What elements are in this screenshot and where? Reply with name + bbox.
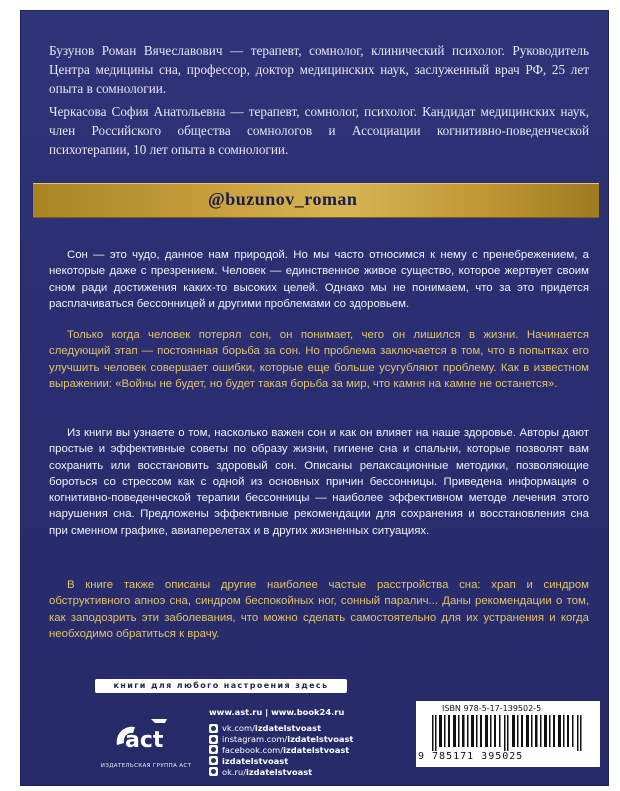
book-back-cover (20, 10, 609, 786)
svg-text:act: act (125, 728, 164, 753)
handle-band (33, 183, 599, 218)
ean-number: 9 785171 395025 (418, 751, 524, 762)
description-paragraph-1: Сон — это чудо, данное нам природой. Но мы часто относимся к нему с пренебрежением, а некоторые даже с презрением. Человек — единственное живое существо, которое жертвует своим сном ради достижения каких-то высоких целей. Однако мы не понимаем, что за это придется расплачиваться бессонницей и другими проблемами со здоровьем. (49, 249, 589, 310)
vk-icon (209, 724, 218, 733)
author-bio-buzunov: Бузунов Роман Вячеславович — терапевт, сомнолог, клинический психолог. Руководитель Центра медицины сна, профессор, доктор медицинских наук, заслуженный врач РФ, 25 лет опыта в сомнологии. (49, 43, 589, 96)
social-link-vk[interactable]: vk.com/ izdatelstvoast (209, 723, 409, 734)
social-handle: @buzunov_roman (208, 189, 358, 209)
description-paragraph-2: Только когда человек потерял сон, он понимает, чего он лишился в жизни. Начинается следующий этап — постоянная борьба за сон. Но проблема заключается в том, что в попытках его улучшить человек совершает ошибки, которые еще больше усугубляют проблему. Как в известном выражении: «Войны не будет, но будет такая борьба за мир, что камня на камне не останется». (49, 329, 589, 390)
description-paragraph-4: В книге также описаны другие наиболее частые расстройства сна: храп и синдром обструктивного апноэ сна, синдром беспокойных ног, сонный паралич... Даны рекомендации о том, как заподозрить эти заболевания, что можно сделать самостоятельно для их устранения и когда необходимо обратиться к врачу. (49, 579, 589, 640)
barcode-area (416, 701, 600, 767)
instagram-icon (209, 735, 218, 744)
social-link-telegram[interactable]: izdatelstvoast (209, 755, 409, 766)
description-paragraph-3: Из книги вы узнаете о том, насколько важен сон и как он влияет на наше здоровье. Авторы дают простые и эффективные советы по образу жизни, гигиене сна и спальни, которые позволят вам сохранить или восстановить здоровый сон. Описаны релаксационные методики, позволяющие бороться со стрессом как с одной из основных причин бессонницы. Приведена информация о когнитивно-поведенческой терапии бессонницы — наиболее эффективном методе лечения этого нарушения сна. Предложены эффективные рекомендации для сохранения и восстановления сна при сменном графике, авиаперелетах и в других жизненных ситуациях. (49, 427, 589, 537)
ok-icon (209, 767, 218, 776)
author-bio-cherkasova: Черкасова София Анатольевна — терапевт, сомнолог, психолог. Кандидат медицинских наук, член Российского общества сомнологов и Ассоциации когнитивно-поведенческой психотерапии, 10 лет опыта в сомнологии. (49, 104, 589, 157)
social-link-ok[interactable]: ok.ru/ izdatelstvoast (209, 766, 409, 777)
isbn-number: ISBN 978-5-17-139502-5 (442, 704, 542, 713)
telegram-icon (209, 756, 218, 765)
social-link-instagram[interactable]: instagram.com/ izdatelstvoast (209, 734, 409, 745)
publisher-sites[interactable]: www.ast.ru | www.book24.ru (209, 707, 345, 717)
publisher-links (209, 707, 409, 777)
barcode (428, 715, 588, 751)
social-link-facebook[interactable]: facebook.com/ izdatelstvoast (209, 745, 409, 756)
publisher-logo (111, 711, 171, 755)
facebook-icon (209, 745, 218, 754)
slogan-banner: книги для любого настроения здесь (95, 679, 347, 693)
publisher-caption: ИЗДАТЕЛЬСКАЯ ГРУППА АСТ (100, 763, 192, 769)
